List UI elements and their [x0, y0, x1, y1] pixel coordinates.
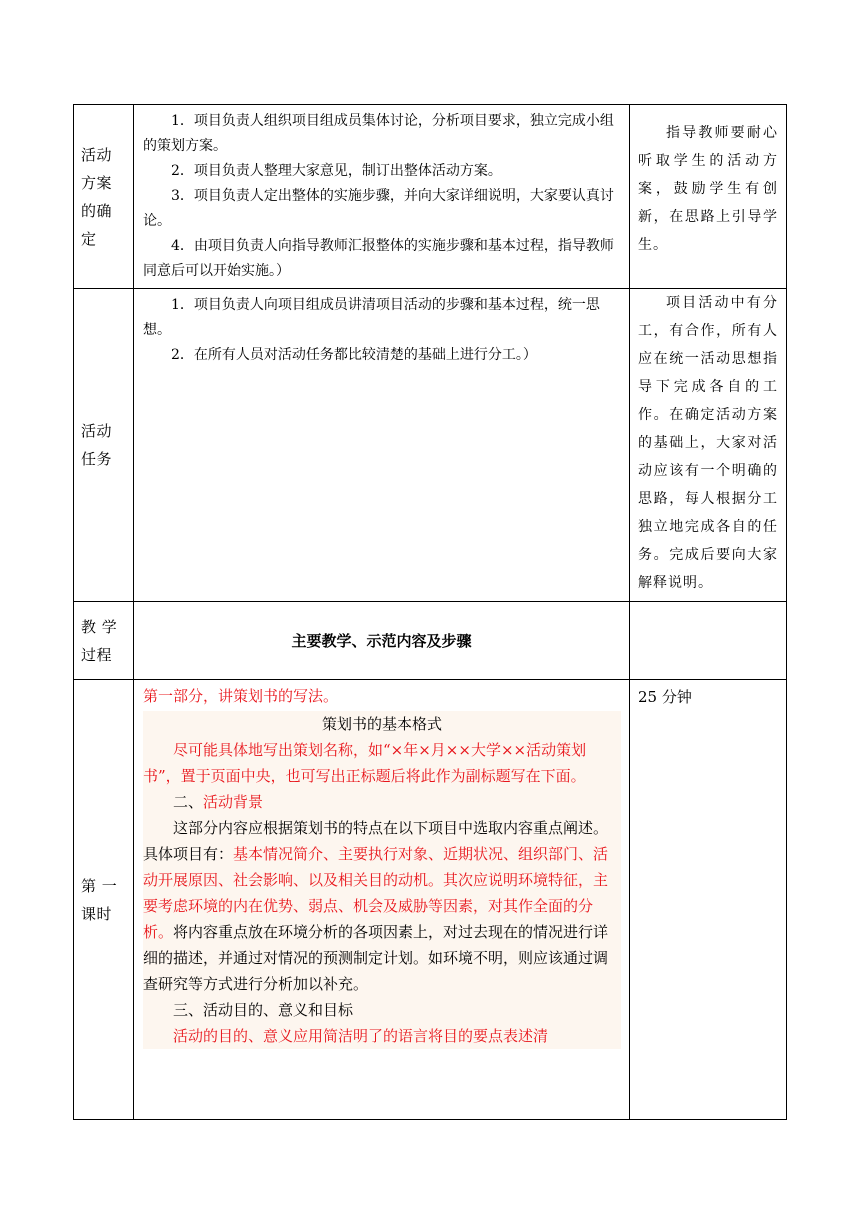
label-line: 第 一	[81, 876, 118, 895]
label-line: 教 学	[81, 617, 118, 636]
step-text: 3．项目负责人定出整体的实施步骤，并向大家详细说明，大家要认真讨论。	[143, 188, 614, 229]
step-text: 4．由项目负责人向指导教师汇报整体的实施步骤和基本过程，指导教师同意后可以开始实施。）	[143, 238, 614, 279]
row-plan	[74, 105, 787, 289]
time-allocation: 25 分钟	[630, 680, 787, 1120]
section-title: 二、活动背景	[173, 793, 264, 811]
section-body: 尽可能具体地写出策划名称，如“×年×月××大学××活动策划书”，置于页面中央，也可写出正标题后将此作为副标题写在下面。	[143, 741, 587, 785]
part-title: 第一部分，讲策划书的写法。	[143, 687, 339, 705]
section-body	[143, 815, 621, 997]
format-panel	[143, 711, 621, 1049]
section-body: 活动的目的、意义应用简洁明了的语言将目的要点表述清	[173, 1027, 549, 1045]
header-extra	[630, 602, 787, 680]
body-part-red: 基本情况简介、主要执行对象、近期状况、组织部门、活动开展原因、社会影响、以及相关目的动机。其次应说明环境特征，主要考虑环境的内在优势、弱点、机会及威胁等因素，对其作全面的分析。	[143, 845, 609, 941]
row-content	[134, 105, 630, 289]
label-line: 任务	[81, 450, 113, 468]
label-line: 过程	[81, 645, 113, 664]
section-heading: 主要教学、示范内容及步骤	[134, 602, 630, 680]
row-label	[74, 602, 134, 680]
row-note	[630, 105, 787, 289]
lesson-plan-sheet	[73, 104, 786, 1120]
label-line: 活动	[81, 145, 113, 164]
row-content	[134, 289, 630, 602]
row-label	[74, 289, 134, 602]
step-text: 2．在所有人员对活动任务都比较清楚的基础上进行分工。）	[171, 347, 537, 363]
lesson-plan-table	[73, 104, 787, 1120]
section-title: 三、活动目的、意义和目标	[173, 1001, 354, 1019]
row-label	[74, 105, 134, 289]
row-lesson-1	[74, 680, 787, 1120]
note-text: 指导教师要耐心听取学生的活动方案，鼓励学生有创新，在思路上引导学生。	[638, 125, 778, 253]
label-line: 课时	[81, 904, 113, 923]
row-label	[74, 680, 134, 1120]
format-title: 策划书的基本格式	[321, 715, 442, 733]
label-line: 方案	[81, 173, 113, 192]
label-line: 定	[81, 229, 97, 248]
step-text: 2．项目负责人整理大家意见，制订出整体活动方案。	[171, 163, 502, 179]
body-part: 将内容重点放在环境分析的各项因素上，对过去现在的情况进行详细的描述，并通过对情况的预测制定计划。如环境不明，则应该通过调查研究等方式进行分析加以补充。	[143, 923, 609, 993]
row-task	[74, 289, 787, 602]
body-part: 这部分内容应根据策划书的特点在以下项目中选取内容重点阐述。具体项目有：	[143, 819, 609, 863]
lesson-content	[134, 680, 630, 1120]
label-line: 活动	[81, 422, 113, 440]
note-text: 项目活动中有分工，有合作，所有人应在统一活动思想指导下完成各自的工作。在确定活动方案的基础上，大家对活动应该有一个明确的思路，每人根据分工独立地完成各自的任务。完成后要向大家解释说明。	[638, 295, 778, 591]
row-note	[630, 289, 787, 602]
row-header	[74, 602, 787, 680]
step-text: 1．项目负责人组织项目组成员集体讨论，分析项目要求，独立完成小组的策划方案。	[143, 113, 614, 154]
label-line: 的确	[81, 201, 113, 220]
step-text: 1．项目负责人向项目组成员讲清项目活动的步骤和基本过程，统一思想。	[143, 297, 600, 338]
section-title-red: 活动背景	[203, 793, 264, 811]
